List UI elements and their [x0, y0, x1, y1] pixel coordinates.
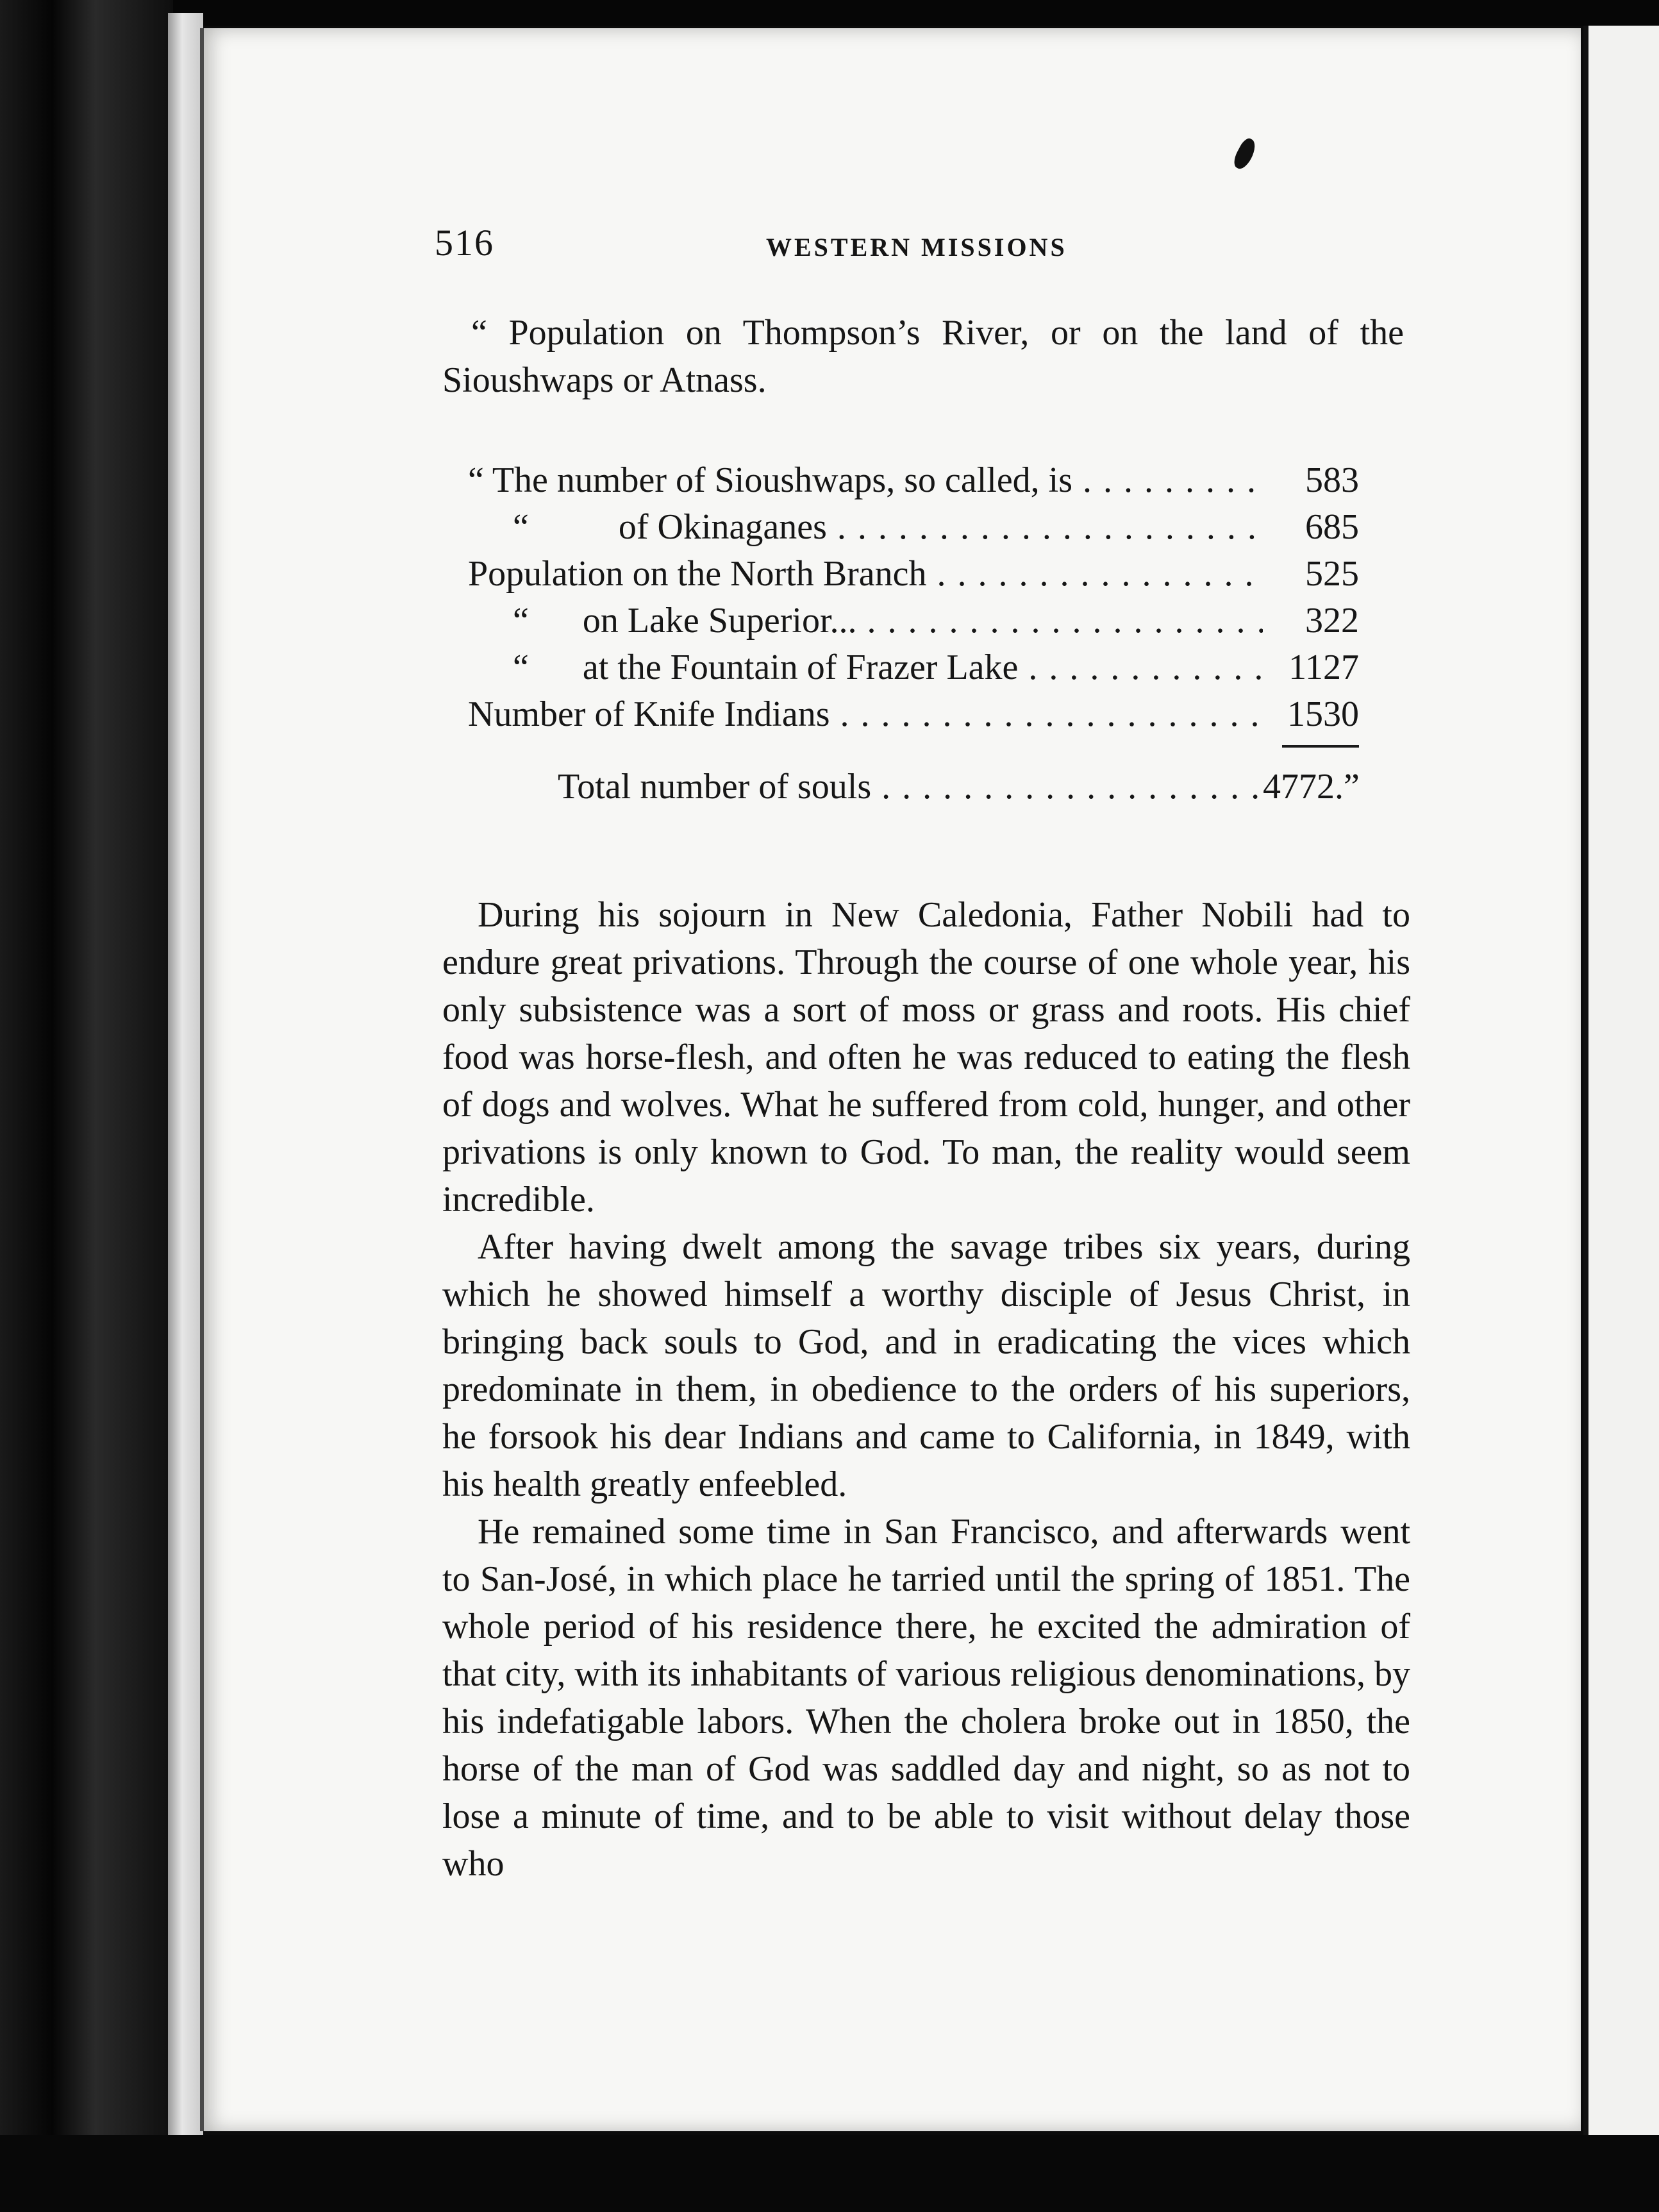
total-value: 4772.” [1263, 767, 1360, 807]
adjacent-page-edge [1583, 26, 1659, 2141]
row-value: 1530 [1287, 694, 1359, 734]
row-label: Number of Knife Indians . . . [468, 691, 1263, 738]
table-row [468, 597, 1365, 644]
book-binding [0, 0, 173, 2212]
table-row [468, 691, 1365, 737]
table-row [468, 644, 1365, 691]
paragraph: He remained some time in San Francisco, and afterwards went to San-José, in which place he tarried until the spring of 1851. The whole period of his residence there, he excited the admiration of that city, with its inhabitants of various religious denominations, by his indefatigable labors. When the cholera broke out in 1850, the horse of the man of God was saddled day and night, so as not to lose a minute of time, and to be able to visit without delay those who [442, 1512, 1410, 1884]
paragraph: During his sojourn in New Caledonia, Father Nobili had to endure great privations. Through the course of one whole year, his only subsistence was a sort of moss or grass and roots. His chief food was horse-flesh, and often he was reduced to eating the flesh of dogs and wolves. What he suffered from cold, hunger, and other privations is only known to God. To man, the reality would seem incredible. [442, 895, 1410, 1219]
body-text [442, 891, 1410, 1888]
running-title: WESTERN MISSIONS [766, 233, 1067, 262]
row-value: 525 [1305, 554, 1359, 594]
table-row [468, 503, 1365, 550]
row-label: “ of Okinaganes . . . [468, 503, 1263, 551]
row-label: “ The number of Sioushwaps, so called, is . . . [468, 457, 1263, 504]
population-table [468, 457, 1365, 810]
table-row [468, 457, 1365, 503]
page-number: 516 [435, 222, 494, 264]
paragraph: After having dwelt among the savage tribes six years, during which he showed himself a worthy disciple of Jesus Christ, in bringing back souls to God, and in eradicating the vices which predominate in them, in obedience to the orders of his superiors, he forsook his dear Indians and came to California, in 1849, with his health greatly enfeebled. [442, 1227, 1410, 1504]
intro-paragraph [442, 309, 1404, 404]
row-label: “ at the Fountain of Frazer Lake . . . [468, 644, 1263, 691]
total-label: Total number of souls . . . [468, 763, 1263, 810]
sum-rule-row [468, 737, 1365, 763]
row-label: “ on Lake Superior... . . . [468, 597, 1263, 644]
row-value: 583 [1305, 460, 1359, 500]
row-value: 685 [1305, 507, 1359, 547]
sum-rule [1282, 745, 1359, 748]
table-row [468, 550, 1365, 597]
intro-text: “ Population on Thompson’s River, or on the land of the Sioushwaps or Atnass. [442, 313, 1404, 400]
row-value: 1127 [1288, 648, 1359, 687]
scan-background-top [0, 0, 1659, 26]
row-value: 322 [1305, 601, 1359, 641]
scan-background-bottom [0, 2135, 1659, 2212]
row-label: Population on the North Branch . . . [468, 550, 1263, 598]
total-row [468, 763, 1365, 810]
page-edge-strip [168, 13, 203, 2135]
